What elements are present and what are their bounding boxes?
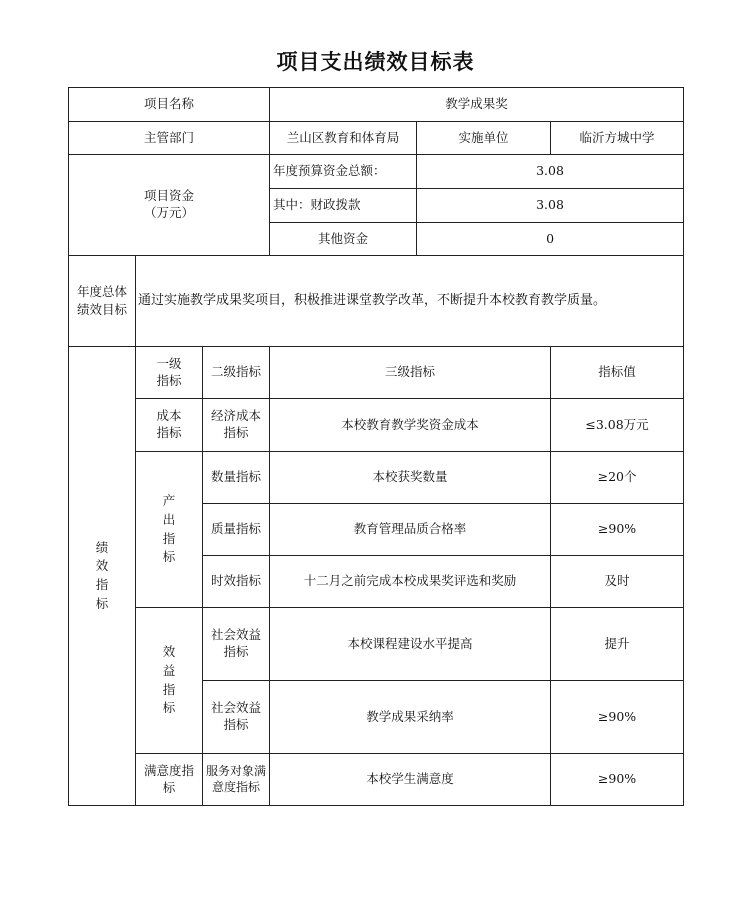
- item-level2: [203, 399, 270, 452]
- row-project-name: [69, 88, 684, 122]
- item-value: ≥90%: [551, 754, 684, 806]
- row-annual-goal: [69, 256, 684, 347]
- row-indicator-header: [69, 347, 684, 399]
- output-level1: [136, 452, 203, 608]
- item-value: ≤3.08万元: [551, 399, 684, 452]
- item-level2-text: 经济成本指标: [211, 408, 262, 440]
- annual-budget-label: 年度预算资金总额：: [270, 155, 417, 189]
- project-name-value: 教学成果奖: [270, 88, 684, 122]
- item-level2: [203, 608, 270, 681]
- row-department: [69, 122, 684, 155]
- item-level2: [203, 754, 270, 806]
- item-level3: 教育管理品质合格率: [270, 504, 551, 556]
- satisfaction-level1-text: 满意度指标: [143, 762, 194, 795]
- benefit-level1-text: 效益指标: [162, 644, 176, 716]
- item-level2: [203, 681, 270, 754]
- header-level1-text: 一级指标: [156, 355, 182, 388]
- item-value: 及时: [551, 556, 684, 608]
- dept-value: 兰山区教育和体育局: [270, 122, 417, 155]
- impl-label: 实施单位: [417, 122, 551, 155]
- cost-level1: [136, 399, 203, 452]
- item-level3: 本校课程建设水平提高: [270, 608, 551, 681]
- item-level2-text: 社会效益指标: [211, 627, 262, 659]
- header-level3: 三级指标: [270, 347, 551, 399]
- item-value: ≥90%: [551, 681, 684, 754]
- annual-budget-value: 3.08: [417, 155, 684, 189]
- item-value: ≥90%: [551, 504, 684, 556]
- project-name-label: 项目名称: [69, 88, 270, 122]
- row-annual-budget: [69, 155, 684, 189]
- header-level2: 二级指标: [203, 347, 270, 399]
- item-level3: 本校教育教学奖资金成本: [270, 399, 551, 452]
- header-level1: [136, 347, 203, 399]
- page-title: 项目支出绩效目标表: [276, 49, 475, 74]
- item-value: 提升: [551, 608, 684, 681]
- table-row: [69, 608, 684, 681]
- item-level2: 质量指标: [203, 504, 270, 556]
- table-row: [69, 399, 684, 452]
- goal-label-text: 年度总体绩效目标: [76, 283, 127, 317]
- indicators-section-label: [69, 347, 136, 806]
- performance-goal-table: [68, 87, 684, 806]
- goal-label: [69, 256, 136, 347]
- item-level2-text: 服务对象满意度指标: [206, 763, 267, 794]
- item-level3: 本校获奖数量: [270, 452, 551, 504]
- fund-label: 项目资金 （万元）: [69, 155, 270, 256]
- output-level1-text: 产出指标: [162, 493, 176, 565]
- item-level2-text: 社会效益指标: [211, 700, 262, 732]
- item-value: ≥20个: [551, 452, 684, 504]
- impl-value: 临沂方城中学: [551, 122, 684, 155]
- satisfaction-level1: [136, 754, 203, 806]
- header-value: 指标值: [551, 347, 684, 399]
- table-row: [69, 754, 684, 806]
- item-level3: 教学成果采纳率: [270, 681, 551, 754]
- fiscal-label: 其中：财政拨款: [270, 189, 417, 223]
- item-level3: 本校学生满意度: [270, 754, 551, 806]
- other-label: 其他资金: [270, 223, 417, 256]
- item-level3: 十二月之前完成本校成果奖评选和奖励: [270, 556, 551, 608]
- dept-label: 主管部门: [69, 122, 270, 155]
- goal-text: 通过实施教学成果奖项目，积极推进课堂教学改革，不断提升本校教育教学质量。: [136, 256, 684, 347]
- table-row: [69, 452, 684, 504]
- cost-level1-text: 成本指标: [156, 408, 182, 440]
- item-level2: 时效指标: [203, 556, 270, 608]
- item-level2: 数量指标: [203, 452, 270, 504]
- benefit-level1: [136, 608, 203, 754]
- other-value: 0: [417, 223, 684, 256]
- fiscal-value: 3.08: [417, 189, 684, 223]
- indicators-section-text: 绩效指标: [95, 539, 109, 611]
